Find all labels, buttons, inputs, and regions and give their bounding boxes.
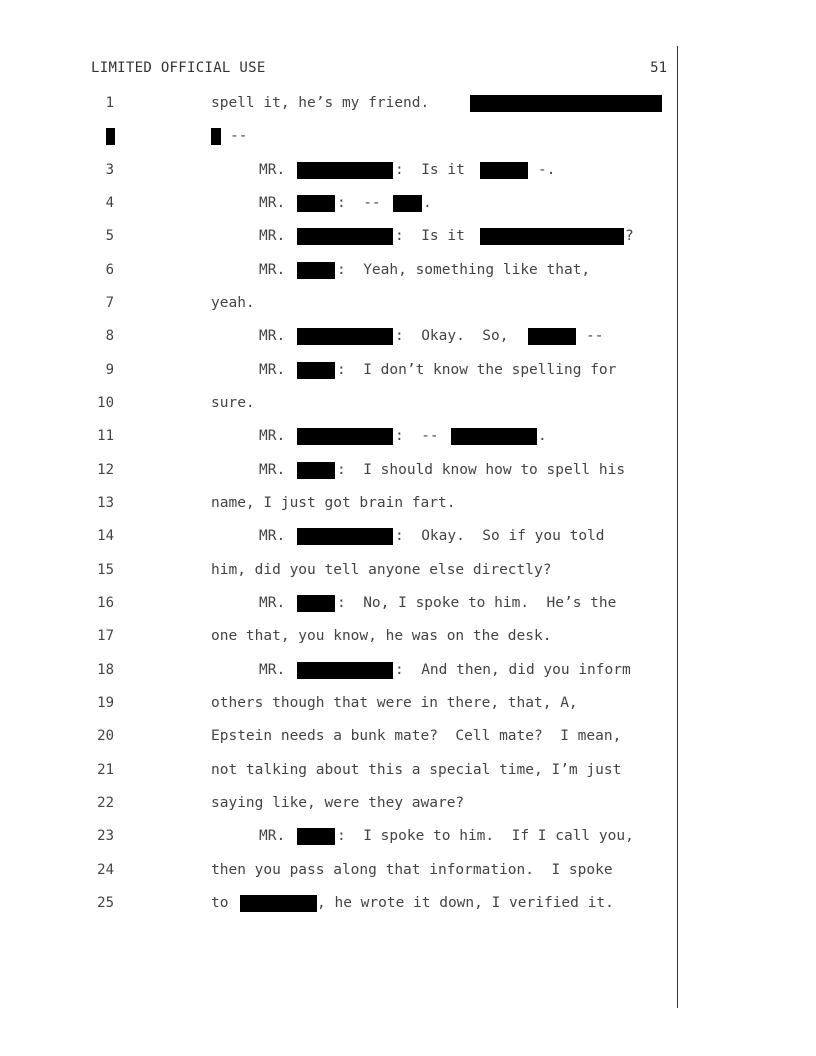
speaker-redaction xyxy=(297,328,393,345)
page-number: 51 xyxy=(650,60,667,76)
redaction-block xyxy=(480,162,528,179)
line-text: : And then, did you inform xyxy=(395,662,631,678)
transcript-line-21 xyxy=(0,762,816,786)
line-number: 4 xyxy=(105,195,114,211)
speaker-redaction xyxy=(297,228,393,245)
speaker-prefix: MR. xyxy=(259,662,286,678)
speaker-prefix: MR. xyxy=(259,428,286,444)
line-text-end: , he wrote it down, I verified it. xyxy=(317,895,614,911)
line-text-end: . xyxy=(538,428,547,444)
transcript-line-18 xyxy=(0,662,816,686)
line-text: : I should know how to spell his xyxy=(337,462,626,478)
redacted-line-number xyxy=(106,128,115,145)
transcript-line-8 xyxy=(0,328,816,352)
line-number: 10 xyxy=(97,395,114,411)
line-number: 22 xyxy=(97,795,114,811)
transcript-line-9 xyxy=(0,362,816,386)
line-number: 3 xyxy=(105,162,114,178)
speaker-redaction xyxy=(297,362,335,379)
transcript-line-3 xyxy=(0,162,816,186)
line-text: : Is it xyxy=(395,162,465,178)
speaker-prefix: MR. xyxy=(259,595,286,611)
line-number: 18 xyxy=(97,662,114,678)
line-number: 24 xyxy=(97,862,114,878)
speaker-redaction xyxy=(297,462,335,479)
line-number: 11 xyxy=(97,428,114,444)
line-text: name, I just got brain fart. xyxy=(211,495,456,511)
line-text: to xyxy=(211,895,229,911)
transcript-line-10 xyxy=(0,395,816,419)
speaker-prefix: MR. xyxy=(259,362,286,378)
transcript-line-2 xyxy=(0,128,816,152)
line-text-end: -- xyxy=(586,328,604,344)
line-number: 7 xyxy=(105,295,114,311)
speaker-redaction xyxy=(297,195,335,212)
line-text: yeah. xyxy=(211,295,255,311)
line-text: not talking about this a special time, I’m just xyxy=(211,762,622,778)
line-text: one that, you know, he was on the desk. xyxy=(211,628,552,644)
line-number: 5 xyxy=(105,228,114,244)
speaker-prefix: MR. xyxy=(259,262,286,278)
transcript-line-24 xyxy=(0,862,816,886)
line-text: : Okay. So, xyxy=(395,328,509,344)
line-text: : No, I spoke to him. He’s the xyxy=(337,595,617,611)
line-text: : Okay. So if you told xyxy=(395,528,605,544)
transcript-line-19 xyxy=(0,695,816,719)
line-text: then you pass along that information. I spoke xyxy=(211,862,613,878)
speaker-prefix: MR. xyxy=(259,195,286,211)
line-number: 17 xyxy=(97,628,114,644)
line-text: him, did you tell anyone else directly? xyxy=(211,562,552,578)
line-number: 15 xyxy=(97,562,114,578)
speaker-prefix: MR. xyxy=(259,828,286,844)
line-number: 14 xyxy=(97,528,114,544)
line-text: -- xyxy=(230,128,248,144)
transcript-line-6 xyxy=(0,262,816,286)
line-number: 23 xyxy=(97,828,114,844)
transcript-line-5 xyxy=(0,228,816,252)
redaction-block xyxy=(451,428,537,445)
line-number: 8 xyxy=(105,328,114,344)
line-number: 25 xyxy=(97,895,114,911)
line-number: 1 xyxy=(105,95,114,111)
transcript-line-16 xyxy=(0,595,816,619)
line-text: : I don’t know the spelling for xyxy=(337,362,617,378)
transcript-line-1 xyxy=(0,95,816,119)
redaction-block xyxy=(480,228,624,245)
speaker-redaction xyxy=(297,595,335,612)
speaker-redaction xyxy=(297,662,393,679)
transcript-line-23 xyxy=(0,828,816,852)
line-number: 21 xyxy=(97,762,114,778)
speaker-redaction xyxy=(297,428,393,445)
speaker-redaction xyxy=(297,162,393,179)
speaker-redaction xyxy=(297,262,335,279)
line-text-end: ? xyxy=(625,228,634,244)
line-text: : -- xyxy=(395,428,439,444)
line-number: 9 xyxy=(105,362,114,378)
line-text: : -- xyxy=(337,195,381,211)
line-text: spell it, he’s my friend. xyxy=(211,95,430,111)
line-number: 19 xyxy=(97,695,114,711)
speaker-prefix: MR. xyxy=(259,462,286,478)
speaker-redaction xyxy=(297,828,335,845)
transcript-line-17 xyxy=(0,628,816,652)
line-text: others though that were in there, that, A, xyxy=(211,695,578,711)
line-text-end: -. xyxy=(538,162,556,178)
transcript-line-22 xyxy=(0,795,816,819)
transcript-line-13 xyxy=(0,495,816,519)
speaker-prefix: MR. xyxy=(259,328,286,344)
line-number: 13 xyxy=(97,495,114,511)
line-text: Epstein needs a bunk mate? Cell mate? I mean, xyxy=(211,728,622,744)
redaction-block xyxy=(393,195,422,212)
redaction-block xyxy=(470,95,662,112)
line-text: : Is it xyxy=(395,228,465,244)
transcript-line-11 xyxy=(0,428,816,452)
speaker-redaction xyxy=(297,528,393,545)
page-header xyxy=(91,60,667,80)
speaker-prefix: MR. xyxy=(259,162,286,178)
line-text: : I spoke to him. If I call you, xyxy=(337,828,634,844)
transcript-line-15 xyxy=(0,562,816,586)
redaction-block xyxy=(211,128,221,145)
line-text: saying like, were they aware? xyxy=(211,795,465,811)
line-number: 6 xyxy=(105,262,114,278)
line-number: 12 xyxy=(97,462,114,478)
speaker-prefix: MR. xyxy=(259,528,286,544)
line-text-end: . xyxy=(423,195,432,211)
line-text: sure. xyxy=(211,395,255,411)
transcript-line-20 xyxy=(0,728,816,752)
redaction-block xyxy=(240,895,317,912)
transcript-line-12 xyxy=(0,462,816,486)
transcript-line-14 xyxy=(0,528,816,552)
line-text: : Yeah, something like that, xyxy=(337,262,591,278)
line-number: 20 xyxy=(97,728,114,744)
line-number: 16 xyxy=(97,595,114,611)
classification-label: LIMITED OFFICIAL USE xyxy=(91,60,266,76)
transcript-line-4 xyxy=(0,195,816,219)
transcript-line-25 xyxy=(0,895,816,919)
redaction-block xyxy=(528,328,576,345)
speaker-prefix: MR. xyxy=(259,228,286,244)
transcript-line-7 xyxy=(0,295,816,319)
